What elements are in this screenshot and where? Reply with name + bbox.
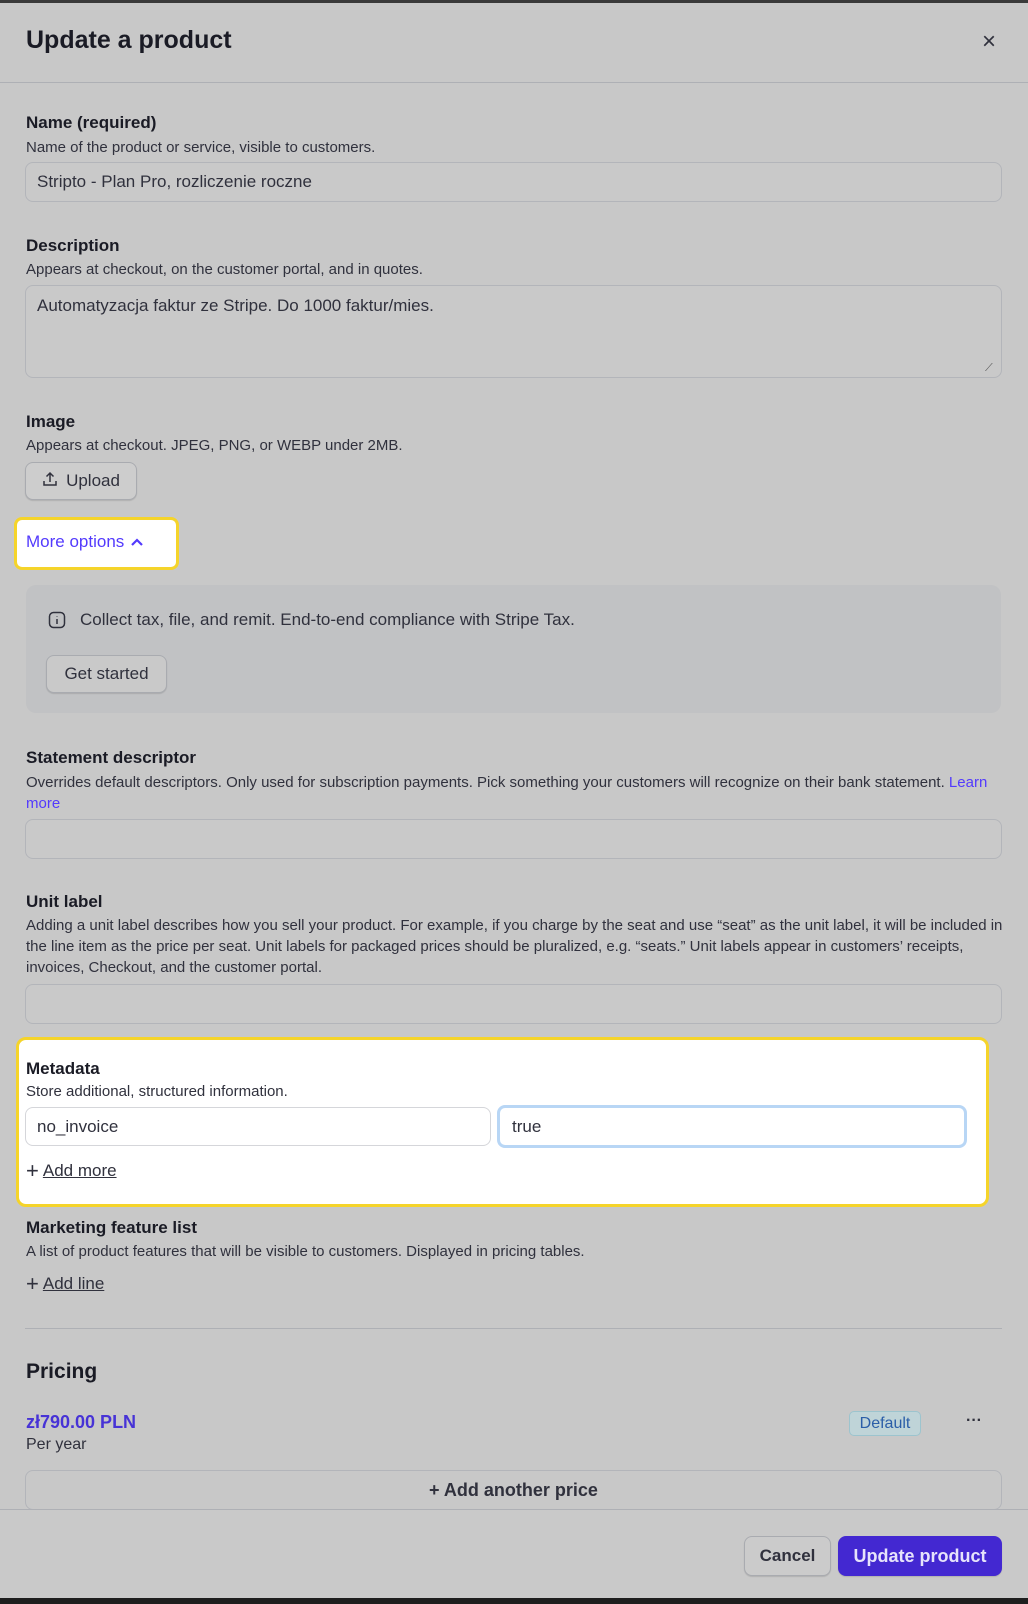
chevron-up-icon (130, 532, 144, 552)
statement-descriptor-label: Statement descriptor (26, 748, 197, 767)
info-icon (48, 611, 66, 634)
name-label: Name (required) (26, 113, 157, 132)
modal-title: Update a product (26, 26, 232, 54)
metadata-help: Store additional, structured information. (26, 1083, 288, 1100)
add-line-link[interactable] (26, 1271, 105, 1296)
resize-handle-icon[interactable]: ⟋ (985, 362, 993, 374)
add-more-label: Add more (42, 1161, 117, 1180)
unit-label-help: Adding a unit label describes how you sell your product. For example, if you charge by the seat and use “seat” as the unit label, it will be included in the line item as the price per seat. Unit labels for packaged prices should be pluralized, e.g. “seats.” Unit labels appear in customers’ receipts, invoices, Checkout, and the customer portal. (26, 917, 1003, 976)
statement-descriptor-input[interactable] (25, 819, 1002, 859)
name-input[interactable]: Stripto - Plan Pro, rozliczenie roczne (25, 162, 1002, 202)
description-label: Description (26, 236, 120, 255)
unit-label-input[interactable] (25, 984, 1002, 1024)
description-textarea[interactable]: Automatyzacja faktur ze Stripe. Do 1000 faktur/mies. (25, 285, 1002, 378)
stripe-tax-notice (26, 585, 1001, 713)
image-help: Appears at checkout. JPEG, PNG, or WEBP under 2MB. (26, 437, 403, 454)
name-help: Name of the product or service, visible to customers. (26, 139, 376, 156)
tax-notice-text: Collect tax, file, and remit. End-to-end compliance with Stripe Tax. (80, 610, 575, 629)
cancel-button[interactable]: Cancel (744, 1536, 831, 1576)
more-actions-icon[interactable]: ··· (966, 1412, 982, 1429)
price-interval: Per year (26, 1436, 87, 1453)
learn-more-link[interactable]: Learn more (26, 774, 988, 812)
add-another-price-button[interactable] (25, 1470, 1002, 1510)
upload-label: Upload (66, 471, 120, 490)
marketing-feature-label: Marketing feature list (26, 1218, 197, 1237)
add-another-price-label: Add another price (443, 1480, 598, 1500)
description-help: Appears at checkout, on the customer portal, and in quotes. (26, 261, 423, 278)
metadata-key-input[interactable]: no_invoice (25, 1107, 491, 1146)
price-link[interactable]: zł790.00 PLN (26, 1412, 137, 1432)
unit-label-label: Unit label (26, 892, 103, 911)
upload-button[interactable] (25, 462, 137, 500)
get-started-button[interactable]: Get started (46, 655, 167, 693)
close-icon[interactable]: × (982, 28, 997, 55)
statement-descriptor-help (26, 772, 1004, 814)
plus-icon: + (429, 1480, 444, 1500)
marketing-feature-help: A list of product features that will be visible to customers. Displayed in pricing tables. (26, 1243, 585, 1260)
upload-icon (42, 471, 58, 492)
metadata-value-input[interactable]: true (497, 1105, 967, 1148)
pricing-title: Pricing (26, 1360, 98, 1383)
window-bottom-edge (0, 1598, 1028, 1604)
metadata-label: Metadata (26, 1059, 100, 1078)
window-top-edge (0, 0, 1028, 3)
update-product-button[interactable]: Update product (838, 1536, 1002, 1576)
default-badge: Default (849, 1411, 921, 1436)
add-more-metadata-link[interactable] (26, 1158, 117, 1183)
header-divider (0, 82, 1028, 83)
section-divider (25, 1328, 1002, 1329)
plus-icon: + (26, 1158, 39, 1183)
more-options-label: More options (26, 532, 125, 551)
more-options-toggle[interactable] (26, 532, 144, 552)
statement-descriptor-help-text: Overrides default descriptors. Only used for subscription payments. Pick something your customers will recognize on their bank statement. (26, 774, 945, 791)
plus-icon: + (26, 1271, 39, 1296)
image-label: Image (26, 412, 76, 431)
add-line-label: Add line (42, 1274, 105, 1293)
